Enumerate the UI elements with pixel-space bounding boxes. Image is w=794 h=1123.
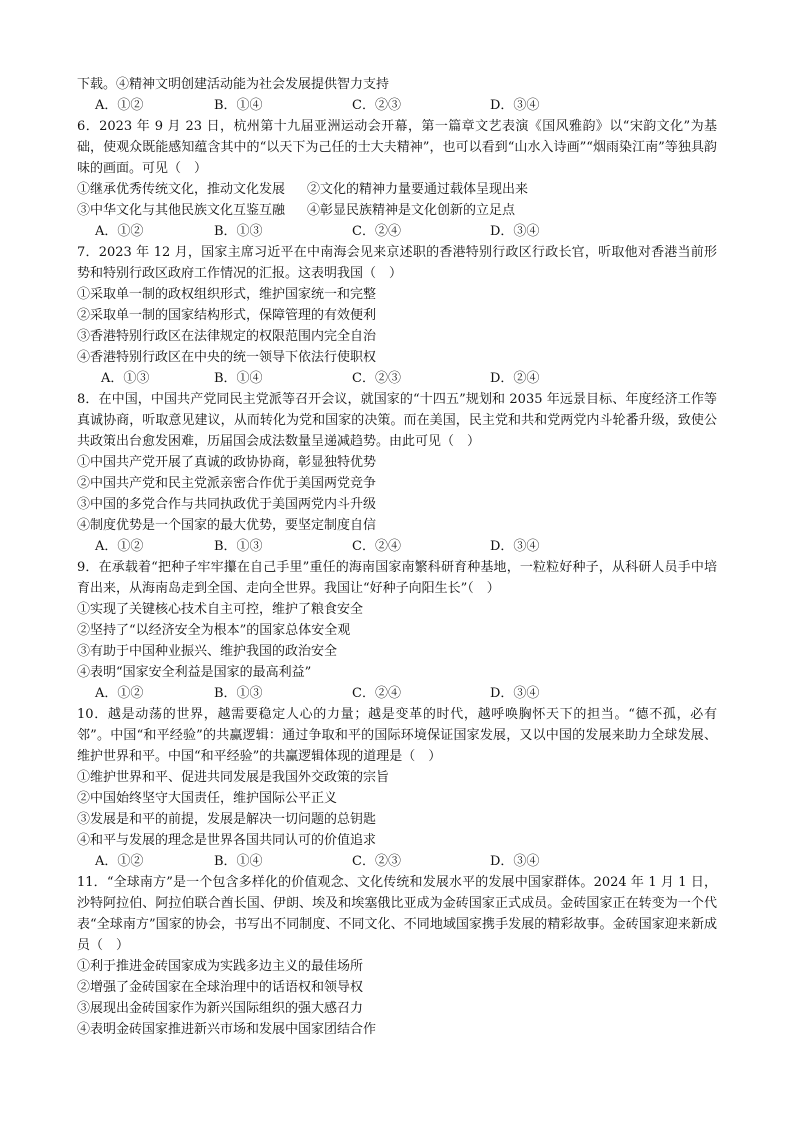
q7-option-c: C．②③ xyxy=(352,371,401,386)
q5-option-c: C．②③ xyxy=(352,98,401,113)
q7-stem: 7．2023 年 12 月，国家主席习近平在中南海会见来京述职的香港特别行政区行政长官，听取他对香港当前形势和特别行政区政府工作情况的汇报。这表明我国（ ） xyxy=(77,245,717,281)
q10-stem: 10．越是动荡的世界，越需要稳定人心的力量；越是变革的时代，越呼唤胸怀天下的担当。“德不孤，必有邻”。中国“和平经验”的共赢逻辑：通过争取和平的国际环境保证国家发展，又以中国的发展来助力全球发展、维护世界和平。中国“和平经验”的共赢逻辑体现的道理是（ ） xyxy=(77,707,717,764)
q8-option-b: B．①③ xyxy=(214,539,263,554)
q6-option-d: D．③④ xyxy=(490,224,540,239)
q9-option-d: D．③④ xyxy=(490,686,540,701)
q8-option-c: C．②④ xyxy=(352,539,401,554)
q6-choice-3: ③中华文化与其他民族文化互鉴互融 xyxy=(77,203,286,218)
q9-option-a: A．①② xyxy=(95,686,144,701)
q10-choice-3: ③发展是和平的前提，发展是解决一切问题的总钥匙 xyxy=(77,812,377,827)
q8-choice-1: ①中国共产党开展了真诚的政协协商，彰显独特优势 xyxy=(77,455,377,470)
q11-choice-3: ③展现出金砖国家作为新兴国际组织的强大感召力 xyxy=(77,1001,364,1016)
q6-option-c: C．②④ xyxy=(352,224,401,239)
q10-choice-4: ④和平与发展的理念是世界各国共同认可的价值追求 xyxy=(77,833,377,848)
q9-choice-4: ④表明“国家安全利益是国家的最高利益” xyxy=(77,665,312,680)
q10-options xyxy=(77,851,717,872)
q9-options xyxy=(77,683,717,704)
q9-choice-2: ②坚持了“以经济安全为根本”的国家总体安全观 xyxy=(77,623,351,638)
q6-options xyxy=(77,221,717,242)
q8-choice-2: ②中国共产党和民主党派亲密合作优于美国两党竞争 xyxy=(77,476,377,491)
q7-option-d: D．②④ xyxy=(490,371,540,386)
q5-option-b: B．①④ xyxy=(214,98,263,113)
q9-choice-1: ①实现了关键核心技术自主可控，维护了粮食安全 xyxy=(77,602,364,617)
q8-choice-3: ③中国的多党合作与共同执政优于美国两党内斗升级 xyxy=(77,497,377,512)
q5-choice-tail: 下载。④精神文明创建活动能为社会发展提供智力支持 xyxy=(77,77,390,92)
q6-option-a: A．①② xyxy=(95,224,144,239)
q6-choice-2: ②文化的精神力量要通过载体呈现出来 xyxy=(307,182,529,197)
q10-option-b: B．①④ xyxy=(214,854,263,869)
q6-stem: 6．2023 年 9 月 23 日，杭州第十九届亚洲运动会开幕，第一篇章文艺表演《国风雅韵》以“宋韵文化”为基础，使观众既能感知蕴含其中的“以天下为己任的士大夫精神”，也可以看到“山水入诗画”“烟雨染江南”等独具韵味的画面。可见（ ） xyxy=(77,119,717,176)
q11-choice-2: ②增强了金砖国家在全球治理中的话语权和领导权 xyxy=(77,980,364,995)
q7-choice-1: ①采取单一制的政权组织形式，维护国家统一和完整 xyxy=(77,287,377,302)
q5-options xyxy=(77,95,717,116)
q10-option-a: A．①② xyxy=(95,854,144,869)
q6-choice-4: ④彰显民族精神是文化创新的立足点 xyxy=(307,203,516,218)
q6-choice-row-1 xyxy=(77,179,717,200)
q8-choice-4: ④制度优势是一个国家的最大优势，要坚定制度自信 xyxy=(77,518,377,533)
q7-option-a: A．①③ xyxy=(101,371,150,386)
q11-choice-4: ④表明金砖国家推进新兴市场和发展中国家团结合作 xyxy=(77,1022,377,1037)
q6-choice-1: ①继承优秀传统文化，推动文化发展 xyxy=(77,182,286,197)
q6-option-b: B．①③ xyxy=(214,224,263,239)
q7-option-b: B．①④ xyxy=(214,371,263,386)
q11-choice-1: ①利于推进金砖国家成为实践多边主义的最佳场所 xyxy=(77,959,364,974)
q10-choice-1: ①维护世界和平、促进共同发展是我国外交政策的宗旨 xyxy=(77,770,390,785)
q7-choice-3: ③香港特别行政区在法律规定的权限范围内完全自治 xyxy=(77,329,377,344)
q5-option-d: D．③④ xyxy=(490,98,540,113)
q9-option-b: B．①③ xyxy=(214,686,263,701)
q8-stem: 8．在中国，中国共产党同民主党派等召开会议，就国家的“十四五”规划和 2035 年远景目标、年度经济工作等真诚协商，听取意见建议，从而转化为党和国家的决策。而在美国，民主党和共和党两党内斗轮番升级，致使公共政策出台愈发困难，历届国会成法数量呈递减趋势。由此可见（ ） xyxy=(77,392,717,449)
q8-options xyxy=(77,536,717,557)
q8-option-a: A．①② xyxy=(95,539,144,554)
q6-choice-row-2 xyxy=(77,200,717,221)
q7-choice-2: ②采取单一制的国家结构形式，保障管理的有效便利 xyxy=(77,308,377,323)
q9-choice-3: ③有助于中国种业振兴、维护我国的政治安全 xyxy=(77,644,338,659)
q10-choice-2: ②中国始终坚守大国责任，维护国际公平正义 xyxy=(77,791,338,806)
q8-option-d: D．③④ xyxy=(490,539,540,554)
q11-stem: 11．“全球南方”是一个包含多样化的价值观念、文化传统和发展水平的发展中国家群体。2024 年 1 月 1 日，沙特阿拉伯、阿拉伯联合酋长国、伊朗、埃及和埃塞俄比亚成为金砖国家正式成员。金砖国家正在转变为一个代表“全球南方”国家的协会，书写出不同制度、不同文化、不同地域国家携手发展的精彩故事。金砖国家迎来新成员（ ） xyxy=(77,875,717,953)
exam-page xyxy=(77,74,717,1040)
q7-choice-4: ④香港特别行政区在中央的统一领导下依法行使职权 xyxy=(77,350,377,365)
q10-option-d: D．③④ xyxy=(490,854,540,869)
q5-option-a: A．①② xyxy=(95,98,144,113)
q7-options xyxy=(77,368,717,389)
q9-stem: 9．在承载着“把种子牢牢攥在自己手里”重任的海南国家南繁科研育种基地，一粒粒好种子，从科研人员手中培育出来，从海南岛走到全国、走向全世界。我国让“好种子向阳生长”（ ） xyxy=(77,560,717,596)
q9-option-c: C．②④ xyxy=(352,686,401,701)
q10-option-c: C．②③ xyxy=(352,854,401,869)
